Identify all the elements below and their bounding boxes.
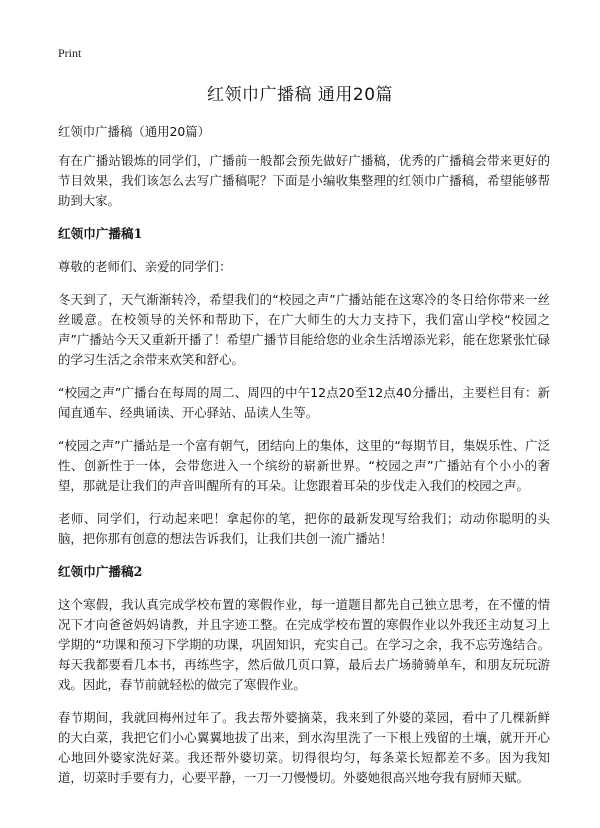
paragraph: 这个寒假，我认真完成学校布置的寒假作业，每一道题目都先自己独立思考，在不懂的情况下才向爸爸妈妈请教，并且字迹工整。在完成学校布置的寒假作业以外我还主动复习上学期的“功课和预习下学期的功课，巩固知识，充实自己。在学习之余，我不忘劳逸结合。每天我都要看几本书，再练些字，然后做几页口算，最后去广场骑骑单车，和朋友玩玩游戏。因此，春节前就轻松的做完了寒假作业。 [58, 597, 550, 692]
paragraph: 老师、同学们，行动起来吧！拿起你的笔，把你的最新发现写给我们；动动你聪明的头脑，把你那有创意的想法告诉我们，让我们共创一流广播站！ [58, 511, 550, 546]
section-2 [58, 562, 550, 788]
page-title: 红领巾广播稿 通用20篇 [206, 85, 394, 105]
paragraph: “校园之声”广播台在每周的周二、周四的中午12点20至12点40分播出，主要栏目有：新闻直通车、经典诵读、开心驿站、品读人生等。 [58, 385, 550, 420]
document-subtitle: 红领巾广播稿（通用20篇） [58, 124, 211, 139]
paragraph: 尊敬的老师们、亲爱的同学们： [58, 259, 232, 274]
article-body [58, 122, 550, 801]
section-heading: 红领巾广播稿2 [58, 564, 143, 579]
section-1 [58, 224, 550, 549]
paragraph: 冬天到了，天气渐渐转冷，希望我们的“校园之声”广播站能在这寒冷的冬日给你带来一丝丝暖意。在校领导的关怀和帮助下，在广大师生的大力支持下，我们富山学校“校园之声”广播站今天又重新开播了！希望广播节目能给您的业余生活增添光彩，能在您紧张忙碌的学习生活之余带来欢笑和舒心。 [58, 292, 550, 367]
print-link[interactable]: Print [58, 46, 82, 60]
paragraph: “校园之声”广播站是一个富有朝气，团结向上的集体，这里的“每期节目，集娱乐性、广泛性、创新性于一体，会带您进入一个缤纷的崭新世界。“校园之声”广播站有个小小的奢望，那就是让我们的声音叫醒所有的耳朵。让您跟着耳朵的步伐走入我们的校园之声。 [58, 438, 550, 493]
paragraph: 春节期间，我就回梅州过年了。我去帮外婆摘菜，我来到了外婆的菜园，看中了几棵新鲜的大白菜，我把它们小心翼翼地拔了出来，到水沟里洗了一下根上残留的土壤，就开开心心地回外婆家洗好菜。我还帮外婆切菜。切得很均匀，每条菜长短都差不多。因为我知道，切菜时手要有力，心要平静，一刀一刀慢慢切。外婆她很高兴地夸我有厨师天赋。 [58, 710, 550, 785]
intro-paragraph: 有在广播站锻炼的同学们，广播前一般都会预先做好广播稿，优秀的广播稿会带来更好的节目效果，我们该怎么去写广播稿呢？下面是小编收集整理的红领巾广播稿，希望能够帮助到大家。 [58, 153, 550, 208]
section-heading: 红领巾广播稿1 [58, 226, 143, 241]
